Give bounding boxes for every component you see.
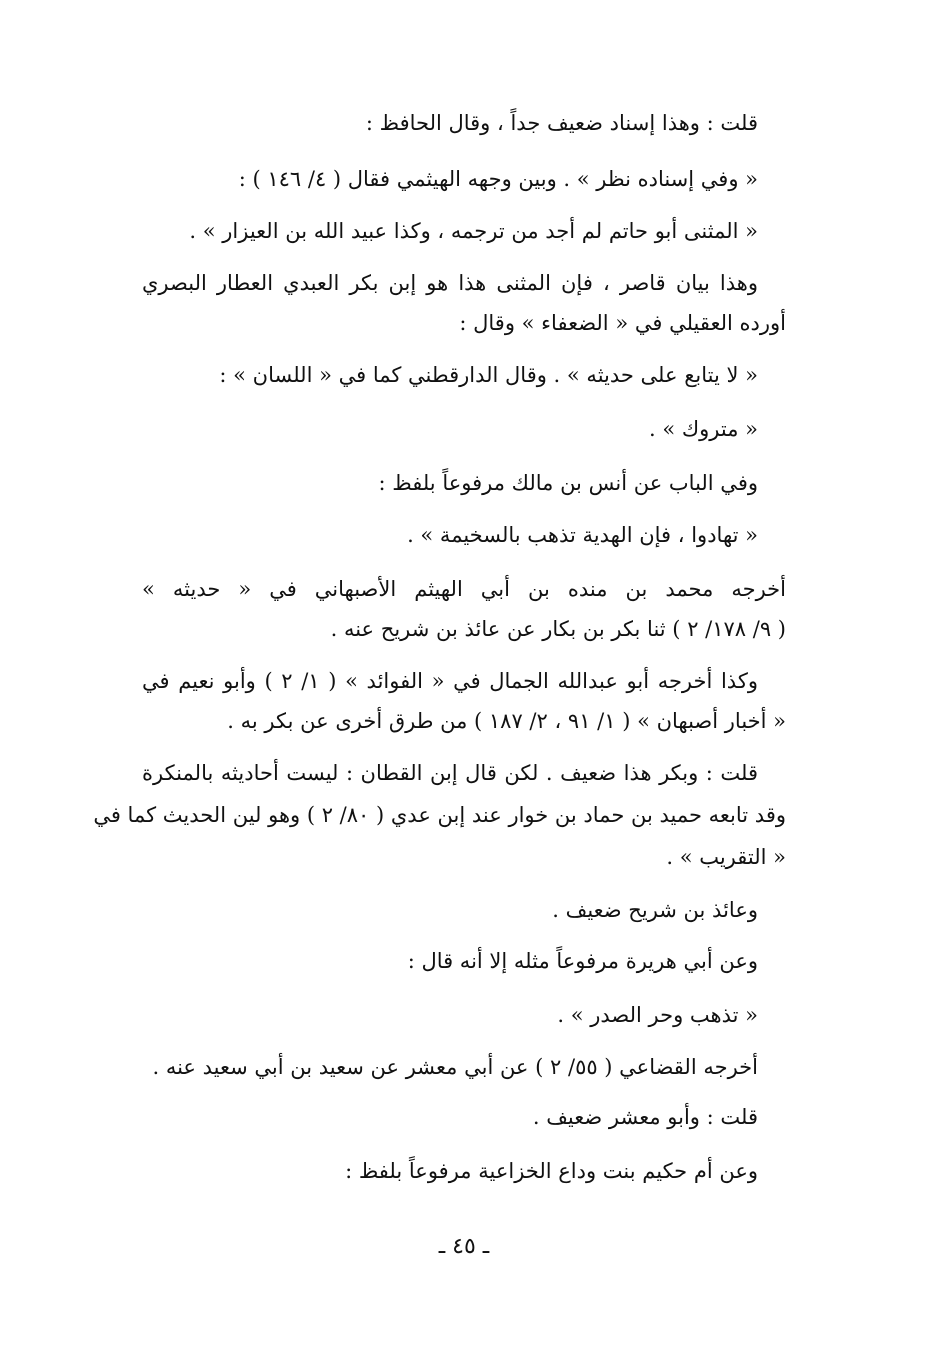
text-line: وعن أبي هريرة مرفوعاً مثله إلا أنه قال : bbox=[407, 949, 758, 973]
text-line: وعن أم حكيم بنت وداع الخزاعية مرفوعاً بلفظ : bbox=[345, 1159, 758, 1183]
text-line: أخرجه القضاعي ( ٥٥/ ٢ ) عن أبي معشر عن سعيد بن أبي سعيد عنه . bbox=[152, 1055, 758, 1079]
text-line: وكذا أخرجه أبو عبدالله الجمال في « الفوائد » ( ١/ ٢ ) وأبو نعيم في bbox=[142, 669, 758, 693]
text-line: قلت : وأبو معشر ضعيف . bbox=[532, 1105, 758, 1129]
text-line: ( ٩/ ١٧٨/ ٢ ) ثنا بكر بن بكار عن عائذ بن شريح عنه . bbox=[330, 617, 786, 641]
text-line: « تذهب وحر الصدر » . bbox=[557, 1003, 758, 1027]
text-line: وفي الباب عن أنس بن مالك مرفوعاً بلفظ : bbox=[378, 471, 758, 495]
text-line: وقد تابعه حميد بن حماد بن خوار عند إبن عدي ( ٨٠/ ٢ ) وهو لين الحديث كما في bbox=[93, 803, 786, 827]
text-line: « متروك » . bbox=[648, 417, 758, 441]
text-line: وهذا بيان قاصر ، فإن المثنى هذا هو إبن بكر العبدي العطار البصري bbox=[142, 271, 758, 295]
page-number: ـ ٤٥ ـ bbox=[438, 1234, 490, 1259]
text-line: « التقريب » . bbox=[666, 845, 786, 869]
text-line: وعائذ بن شريح ضعيف . bbox=[552, 898, 758, 922]
text-line: أورده العقيلي في « الضعفاء » وقال : bbox=[459, 311, 786, 335]
text-line: « تهادوا ، فإن الهدية تذهب بالسخيمة » . bbox=[407, 523, 758, 547]
text-line: أخرجه محمد بن منده بن أبي الهيثم الأصبهاني في « حديثه » bbox=[142, 577, 786, 601]
text-line: « المثنى أبو حاتم لم أجد من ترجمه ، وكذا عبيد الله بن العيزار » . bbox=[189, 219, 758, 243]
text-line: « لا يتابع على حديثه » . وقال الدارقطني كما في « اللسان » : bbox=[219, 363, 758, 387]
text-line: « وفي إسناده نظر » . وبين وجهه الهيثمي فقال ( ٤/ ١٤٦ ) : bbox=[238, 167, 758, 191]
text-line: « أخبار أصبهان » ( ١/ ٩١ ، ٢/ ١٨٧ ) من طرق أخرى عن بكر به . bbox=[227, 709, 786, 733]
text-line: قلت : وهذا إسناد ضعيف جداً ، وقال الحافظ : bbox=[365, 111, 758, 135]
text-line: قلت : وبكر هذا ضعيف . لكن قال إبن القطان : ليست أحاديثه بالمنكرة bbox=[142, 761, 758, 785]
